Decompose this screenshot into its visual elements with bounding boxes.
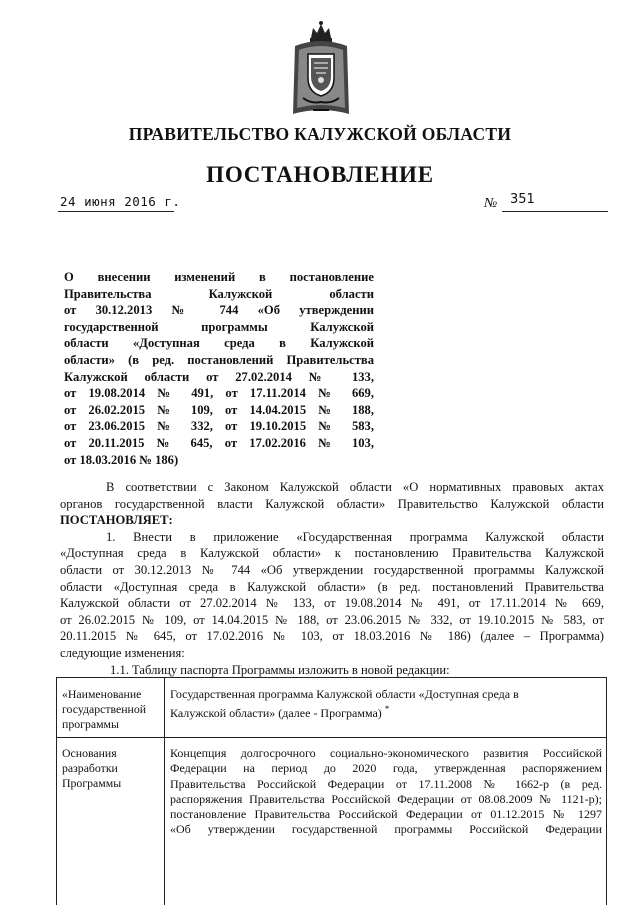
number-underline — [502, 211, 608, 212]
subject-line: О внесении изменений в постановление — [64, 270, 374, 284]
value-line: распоряжения Правительства Российской Федерации от 08.08.2009 № 1121-р); — [170, 791, 602, 806]
document-type-title: ПОСТАНОВЛЕНИЕ — [206, 162, 434, 187]
subject-line: Правительства Калужской области — [64, 286, 374, 301]
document-date: 24 июня 2016 г. — [60, 194, 181, 209]
value-line: «Об утверждении государственной программы Российской Федерации — [170, 822, 602, 837]
document-number: 351 — [510, 192, 535, 207]
label-line: разработки — [62, 761, 118, 775]
value-line: Концепция долгосрочного социально-экономического развития Российской — [170, 746, 602, 760]
value-line: постановление Правительства Российской Федерации от 01.12.2015 № 1297 — [170, 807, 602, 822]
value-line — [170, 702, 602, 721]
subject-line: от 30.12.2013 № 744 «Об утверждении — [64, 303, 374, 318]
table-row-value — [170, 687, 602, 722]
subject-line: Калужской области от 27.02.2014 № 133, — [64, 369, 374, 384]
item1-line: Калужской области от 27.02.2014 № 133, от 19.08.2014 № 491, от 17.11.2014 № 669, — [60, 596, 604, 611]
subject-line: от 23.06.2015 № 332, от 19.10.2015 № 583, — [64, 419, 374, 434]
table-row-value — [170, 746, 602, 838]
value-line: Федерации на период до 2020 года, утвержденная распоряжением — [170, 761, 602, 776]
subject-line: от 26.02.2015 № 109, от 14.04.2015 № 188, — [64, 402, 374, 417]
document-body — [60, 479, 604, 678]
subject-line: государственной программы Калужской — [64, 319, 374, 334]
table-row-divider — [57, 737, 606, 738]
government-title: ПРАВИТЕЛЬСТВО КАЛУЖСКОЙ ОБЛАСТИ — [128, 124, 512, 144]
item1-line: 20.11.2015 № 645, от 17.02.2016 № 103, от 18.03.2016 № 186) (далее – Программа) — [60, 629, 604, 644]
value-text: Калужской области» (далее - Программа) — [170, 706, 382, 721]
item1-line: 1. Внести в приложение «Государственная программа Калужской области — [106, 529, 604, 544]
item-1-1: 1.1. Таблицу паспорта Программы изложить в новой редакции: — [110, 662, 450, 677]
number-sign: № — [484, 196, 498, 211]
footnote-mark: * — [384, 704, 390, 715]
item1-line: следующие изменения: — [60, 645, 185, 660]
decree-word: ПОСТАНОВЛЯЕТ: — [60, 513, 173, 528]
date-underline — [58, 211, 174, 212]
preamble-line: органов государственной власти Калужской области» Правительство Калужской области — [60, 496, 604, 511]
item1-line: от 26.02.2015 № 109, от 14.04.2015 № 188, от 23.06.2015 № 332, от 19.10.2015 № 583, от — [60, 612, 604, 627]
subject-line: области» (в ред. постановлений Правительства — [64, 352, 374, 367]
item1-line: области от 30.12.2013 № 744 «Об утверждении государственной программы Калужской — [60, 562, 604, 577]
item1-line: «Доступная среда в Калужской области» к постановлению Правительства Калужской — [60, 546, 604, 561]
table-row-label — [62, 746, 160, 791]
passport-table — [56, 677, 607, 905]
item1-line: области «Доступная среда в Калужской области» (в ред. постановлений Правительства — [60, 579, 604, 594]
label-line: государственной — [62, 702, 147, 716]
value-line: Государственная программа Калужской области «Доступная среда в — [170, 687, 519, 701]
subject-line: области «Доступная среда в Калужской — [64, 336, 374, 351]
value-line: Правительства Российской Федерации от 17.11.2008 № 1662-р (в ред. — [170, 776, 602, 791]
table-column-divider — [164, 678, 165, 905]
subject-line: от 18.03.2016 № 186) — [64, 452, 179, 467]
document-subject — [64, 269, 374, 468]
label-line: «Наименование — [62, 687, 142, 701]
coat-of-arms-icon — [291, 18, 351, 118]
subject-line: от 20.11.2015 № 645, от 17.02.2016 № 103, — [64, 435, 374, 450]
label-line: Основания — [62, 746, 117, 760]
preamble-line: В соответствии с Законом Калужской области «О нормативных правовых актах — [106, 480, 604, 494]
table-row-label — [62, 687, 160, 732]
subject-line: от 19.08.2014 № 491, от 17.11.2014 № 669, — [64, 386, 374, 401]
label-line: Программы — [62, 776, 122, 790]
label-line: программы — [62, 717, 119, 731]
